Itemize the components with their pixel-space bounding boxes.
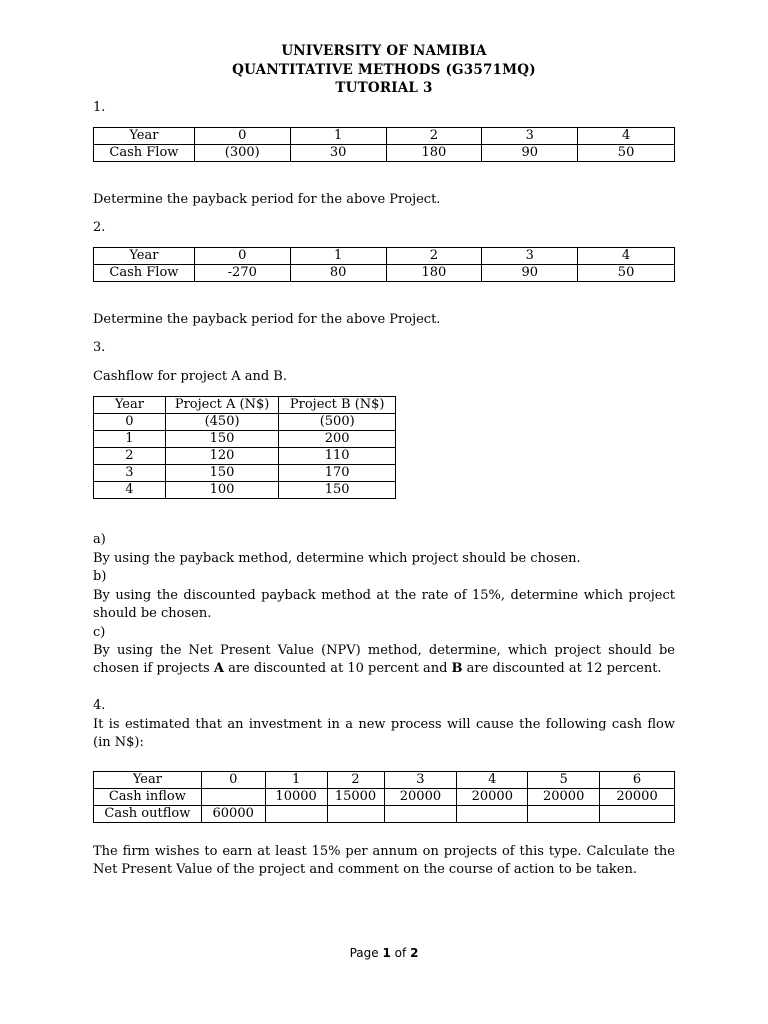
table-cell: 150 — [165, 431, 279, 448]
table-cell: 170 — [279, 465, 396, 482]
question-1-text: Determine the payback period for the above Project. — [93, 192, 441, 207]
table-row — [94, 145, 675, 162]
row-label: Cash Flow — [94, 265, 195, 282]
question-2-number: 2. — [93, 220, 106, 235]
row-label: Cash Flow — [94, 145, 195, 162]
project-b-bold: B — [451, 661, 463, 676]
table-cell — [600, 806, 675, 823]
table-cell: (450) — [165, 414, 279, 431]
page-footer — [0, 946, 768, 960]
table-cell: 4 — [94, 482, 166, 499]
table-cell: 0 — [194, 248, 290, 265]
table-cell: 20000 — [457, 789, 528, 806]
row-label: Cash inflow — [94, 789, 202, 806]
question-4-text: The firm wishes to earn at least 15% per annum on projects of this type. Calculate the Net Present Value of the project and comment on the course of action to be taken. — [93, 844, 675, 877]
table-cell — [384, 806, 457, 823]
column-header: Year — [94, 397, 166, 414]
table-cell: 5 — [528, 772, 600, 789]
table-cell: 180 — [386, 265, 482, 282]
table-cell: 15000 — [327, 789, 384, 806]
question-3-intro: Cashflow for project A and B. — [93, 369, 287, 384]
table-cell: 2 — [386, 128, 482, 145]
table-row — [94, 248, 675, 265]
table-cell: 1 — [290, 248, 386, 265]
table-cell: 1 — [94, 431, 166, 448]
q3-projects-table — [93, 396, 396, 499]
part-c-text-1: By using the Net Present Value (NPV) method, determine, which project should be chosen if projects — [93, 643, 675, 676]
question-4-number: 4. — [93, 698, 106, 713]
table-cell: 120 — [165, 448, 279, 465]
table-row — [94, 465, 396, 482]
of-word: of — [394, 946, 407, 960]
table-cell: 3 — [94, 465, 166, 482]
table-cell: 4 — [457, 772, 528, 789]
table-cell — [327, 806, 384, 823]
q1-cash-flow-table — [93, 127, 675, 162]
table-cell: 110 — [279, 448, 396, 465]
part-c-text — [93, 642, 675, 678]
table-cell: 3 — [384, 772, 457, 789]
part-c-text-2: are discounted at 10 percent and — [223, 661, 452, 676]
table-cell — [201, 789, 265, 806]
table-row — [94, 128, 675, 145]
table-cell: 60000 — [201, 806, 265, 823]
table-cell: 2 — [386, 248, 482, 265]
table-row — [94, 772, 675, 789]
part-b-label: b) — [93, 569, 107, 584]
table-cell: 90 — [482, 145, 578, 162]
table-cell: 180 — [386, 145, 482, 162]
table-cell: 6 — [600, 772, 675, 789]
table-cell: 4 — [578, 128, 675, 145]
column-header: Project B (N$) — [279, 397, 396, 414]
table-row — [94, 448, 396, 465]
page-word: Page — [349, 946, 379, 960]
table-cell: 3 — [482, 248, 578, 265]
table-cell: 2 — [94, 448, 166, 465]
table-cell: 4 — [578, 248, 675, 265]
table-cell: 50 — [578, 145, 675, 162]
table-cell: 90 — [482, 265, 578, 282]
question-2-text: Determine the payback period for the above Project. — [93, 312, 441, 327]
row-label: Year — [94, 772, 202, 789]
table-cell: 1 — [290, 128, 386, 145]
table-cell: 50 — [578, 265, 675, 282]
table-cell: 20000 — [384, 789, 457, 806]
table-row — [94, 806, 675, 823]
row-label: Year — [94, 128, 195, 145]
page-number: 1 — [382, 946, 391, 960]
column-header: Project A (N$) — [165, 397, 279, 414]
table-cell: 150 — [165, 465, 279, 482]
table-row — [94, 414, 396, 431]
table-header-row — [94, 397, 396, 414]
tutorial-title: TUTORIAL 3 — [335, 80, 433, 96]
table-cell: 100 — [165, 482, 279, 499]
part-a-text: By using the payback method, determine which project should be chosen. — [93, 551, 581, 566]
table-cell: 0 — [201, 772, 265, 789]
table-cell: 0 — [194, 128, 290, 145]
table-cell — [528, 806, 600, 823]
table-cell — [265, 806, 327, 823]
university-title: UNIVERSITY OF NAMIBIA — [281, 43, 487, 59]
table-row — [94, 265, 675, 282]
question-3-number: 3. — [93, 340, 106, 355]
table-cell: (500) — [279, 414, 396, 431]
table-cell: 0 — [94, 414, 166, 431]
table-cell: 3 — [482, 128, 578, 145]
part-a-label: a) — [93, 532, 106, 547]
course-title: QUANTITATIVE METHODS (G3571MQ) — [232, 62, 536, 78]
page-total: 2 — [410, 946, 419, 960]
table-cell: 30 — [290, 145, 386, 162]
row-label: Cash outflow — [94, 806, 202, 823]
part-c-label: c) — [93, 625, 106, 640]
table-cell: 80 — [290, 265, 386, 282]
row-label: Year — [94, 248, 195, 265]
q4-cash-flow-table — [93, 771, 675, 823]
table-cell: 200 — [279, 431, 396, 448]
part-b-text: By using the discounted payback method at the rate of 15%, determine which project should be chosen. — [93, 588, 675, 621]
part-c-text-3: are discounted at 12 percent. — [462, 661, 662, 676]
table-row — [94, 482, 396, 499]
table-cell: 20000 — [528, 789, 600, 806]
table-cell: 150 — [279, 482, 396, 499]
question-4-intro: It is estimated that an investment in a new process will cause the following cash flow (in N$): — [93, 717, 675, 750]
table-cell: 20000 — [600, 789, 675, 806]
table-cell: 10000 — [265, 789, 327, 806]
table-cell — [457, 806, 528, 823]
table-cell: 2 — [327, 772, 384, 789]
table-row — [94, 789, 675, 806]
table-row — [94, 431, 396, 448]
project-a-bold: A — [213, 661, 224, 676]
q2-cash-flow-table — [93, 247, 675, 282]
table-cell: (300) — [194, 145, 290, 162]
table-cell: 1 — [265, 772, 327, 789]
question-1-number: 1. — [93, 100, 106, 115]
table-cell: -270 — [194, 265, 290, 282]
